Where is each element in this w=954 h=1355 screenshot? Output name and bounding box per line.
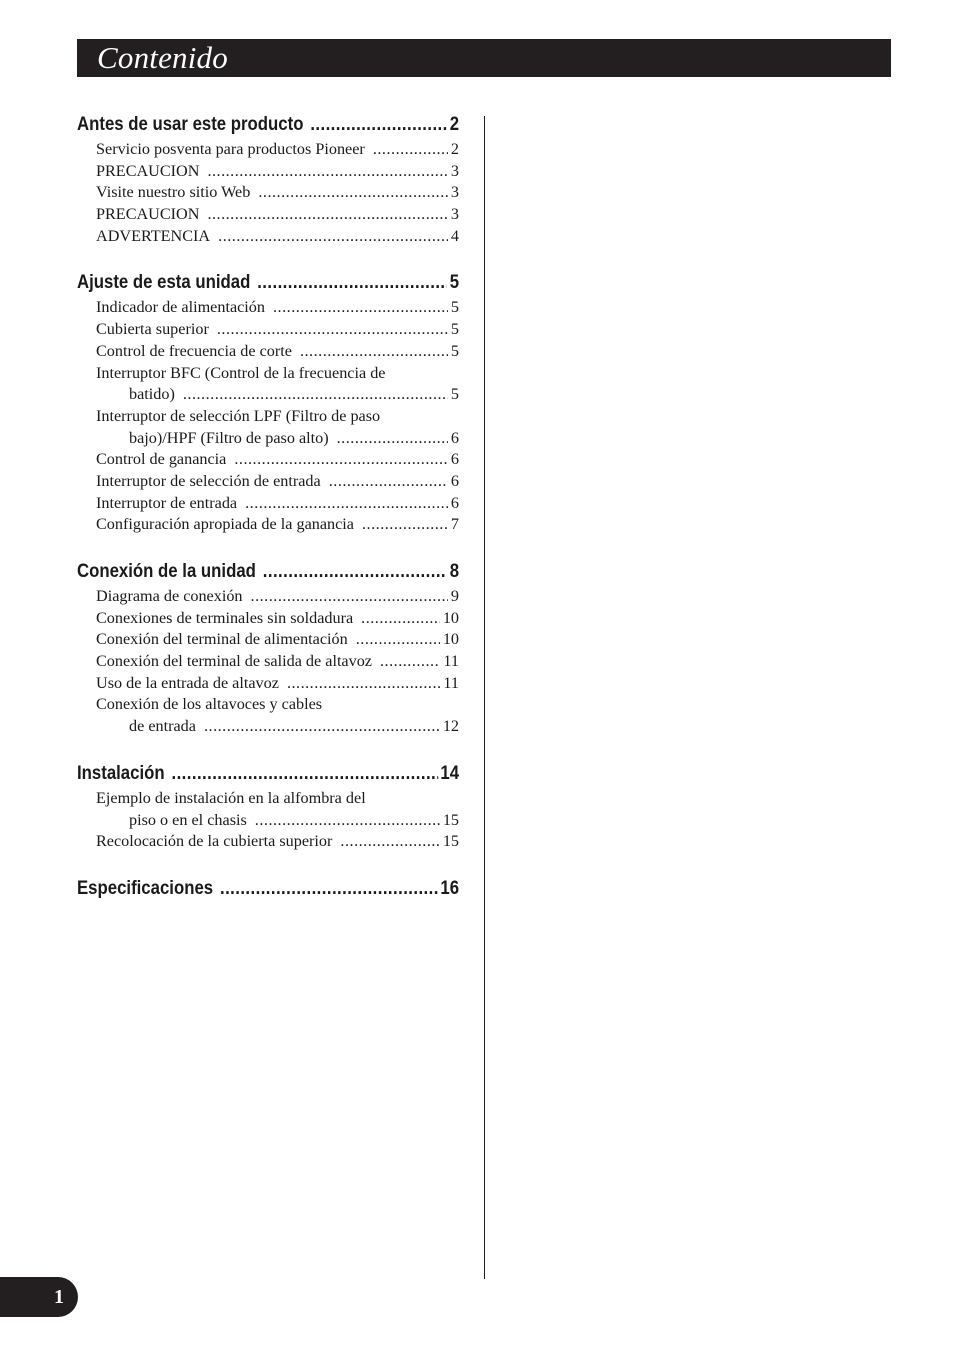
- entry-label: Conexiones de terminales sin soldadura: [96, 608, 354, 627]
- entry-page-number: 5: [450, 320, 459, 339]
- dot-leader: [310, 110, 447, 139]
- dot-leader: [204, 716, 440, 738]
- toc-section: [77, 759, 459, 853]
- dot-leader: [171, 759, 437, 788]
- toc-section-heading[interactable]: [77, 874, 459, 903]
- entry-label: PRECAUCION: [96, 161, 200, 180]
- toc-entry[interactable]: [77, 471, 459, 493]
- toc-entry[interactable]: [77, 493, 459, 515]
- entry-page-number: 7: [450, 515, 459, 534]
- section-title: Conexión de la unidad: [77, 560, 256, 582]
- dot-leader: [234, 449, 448, 471]
- toc-entry[interactable]: [77, 297, 459, 319]
- entry-page-number: 5: [450, 298, 459, 317]
- section-title: Instalación: [77, 761, 165, 784]
- entry-label: ADVERTENCIA: [96, 226, 211, 245]
- toc-entry[interactable]: [77, 341, 459, 363]
- entry-page-number: 12: [442, 717, 459, 736]
- dot-leader: [380, 651, 440, 673]
- entry-page-number: 11: [443, 652, 459, 671]
- entry-label: Cubierta superior: [96, 320, 209, 339]
- dot-leader: [207, 161, 447, 183]
- toc-entry[interactable]: [77, 319, 459, 341]
- toc-entry[interactable]: [77, 629, 459, 651]
- toc-entry[interactable]: [77, 608, 459, 630]
- section-title: Especificaciones: [77, 876, 214, 899]
- section-title: Antes de usar este producto: [77, 113, 304, 135]
- toc-entry[interactable]: [77, 651, 459, 673]
- entry-page-number: 5: [450, 341, 459, 360]
- toc-entry-line[interactable]: Interruptor BFC (Control de la frecuencia de: [96, 363, 386, 382]
- entry-page-number: 10: [442, 630, 459, 649]
- entry-label: Conexión del terminal de salida de altavoz: [96, 652, 372, 671]
- dot-leader: [362, 514, 448, 536]
- dot-leader: [300, 341, 448, 363]
- entry-page-number: 6: [450, 493, 459, 512]
- dot-leader: [258, 182, 448, 204]
- section-page-number: 5: [449, 271, 460, 294]
- dot-leader: [257, 268, 447, 297]
- toc-section-heading[interactable]: [77, 268, 459, 297]
- section-page-number: 2: [449, 113, 460, 135]
- entry-page-number: 11: [443, 673, 459, 692]
- dot-leader: [337, 428, 448, 450]
- dot-leader: [340, 831, 439, 853]
- dot-leader: [183, 384, 448, 406]
- section-page-number: 8: [449, 560, 460, 582]
- title-bar: [77, 39, 891, 77]
- column-divider: [484, 116, 485, 1279]
- toc-entry[interactable]: [77, 428, 459, 450]
- section-page-number: 16: [440, 876, 460, 899]
- page-title: Contenido: [97, 40, 228, 75]
- entry-page-number: 4: [450, 226, 459, 245]
- page-number-tab: [0, 1277, 78, 1317]
- entry-page-number: 6: [450, 471, 459, 490]
- entry-page-number: 15: [442, 810, 459, 829]
- toc-entry[interactable]: [77, 716, 459, 738]
- entry-label: Uso de la entrada de altavoz: [96, 673, 279, 692]
- toc-entry[interactable]: [77, 586, 459, 608]
- toc-section-heading[interactable]: [77, 110, 459, 139]
- dot-leader: [273, 297, 448, 319]
- entry-page-number: 10: [442, 608, 459, 627]
- toc-entry-line[interactable]: Interruptor de selección LPF (Filtro de paso: [96, 406, 381, 425]
- toc-section: [77, 110, 459, 247]
- entry-page-number: 5: [450, 385, 459, 404]
- page-number: 1: [54, 1286, 64, 1308]
- toc-entry[interactable]: [77, 673, 459, 695]
- toc-entry-line[interactable]: Ejemplo de instalación en la alfombra del: [96, 788, 366, 807]
- dot-leader: [220, 874, 438, 903]
- entry-page-number: 3: [450, 205, 459, 224]
- toc-entry[interactable]: [77, 139, 459, 161]
- entry-page-number: 9: [450, 587, 459, 605]
- entry-page-number: 15: [442, 832, 459, 851]
- toc-section-heading[interactable]: [77, 759, 459, 788]
- dot-leader: [329, 471, 448, 493]
- toc-entry[interactable]: [77, 384, 459, 406]
- entry-page-number: 2: [450, 140, 459, 158]
- entry-page-number: 6: [450, 428, 459, 447]
- toc-section: [77, 874, 459, 903]
- entry-label: Interruptor de selección de entrada: [96, 471, 321, 490]
- dot-leader: [255, 810, 440, 832]
- dot-leader: [361, 608, 440, 630]
- entry-label: Diagrama de conexión: [96, 587, 243, 605]
- dot-leader: [207, 204, 447, 226]
- entry-label: Indicador de alimentación: [96, 298, 265, 317]
- toc-entry[interactable]: [77, 514, 459, 536]
- dot-leader: [217, 319, 448, 341]
- entry-label: Control de ganancia: [96, 450, 227, 469]
- entry-label: Conexión del terminal de alimentación: [96, 630, 348, 649]
- dot-leader: [218, 226, 448, 248]
- entry-label: Configuración apropiada de la ganancia: [96, 515, 354, 534]
- toc-entry[interactable]: [77, 161, 459, 183]
- entry-label: Visite nuestro sitio Web: [96, 183, 251, 202]
- toc-entry[interactable]: [77, 226, 459, 248]
- section-title: Ajuste de esta unidad: [77, 271, 251, 294]
- toc-entry[interactable]: [77, 831, 459, 853]
- entry-label: batido): [129, 385, 175, 404]
- dot-leader: [251, 586, 448, 608]
- entry-label: Recolocación de la cubierta superior: [96, 832, 333, 851]
- dot-leader: [245, 493, 448, 515]
- entry-page-number: 6: [450, 450, 459, 469]
- table-of-contents: [77, 110, 459, 924]
- dot-leader: [263, 557, 447, 586]
- toc-section-heading[interactable]: [77, 557, 459, 586]
- toc-entry[interactable]: [77, 810, 459, 832]
- toc-section: [77, 557, 459, 738]
- dot-leader: [356, 629, 440, 651]
- dot-leader: [287, 673, 440, 695]
- entry-label: piso o en el chasis: [129, 810, 247, 829]
- toc-entry[interactable]: [77, 182, 459, 204]
- entry-label: PRECAUCION: [96, 205, 200, 224]
- entry-label: bajo)/HPF (Filtro de paso alto): [129, 428, 329, 447]
- entry-page-number: 3: [450, 161, 459, 180]
- entry-label: Servicio posventa para productos Pioneer: [96, 140, 365, 158]
- entry-page-number: 3: [450, 183, 459, 202]
- toc-entry[interactable]: [77, 204, 459, 226]
- entry-label: Control de frecuencia de corte: [96, 341, 292, 360]
- toc-entry-line[interactable]: Conexión de los altavoces y cables: [96, 695, 323, 714]
- toc-section: [77, 268, 459, 536]
- entry-label: Interruptor de entrada: [96, 493, 238, 512]
- entry-label: de entrada: [129, 717, 196, 736]
- dot-leader: [373, 139, 448, 161]
- toc-entry[interactable]: [77, 449, 459, 471]
- section-page-number: 14: [440, 761, 460, 784]
